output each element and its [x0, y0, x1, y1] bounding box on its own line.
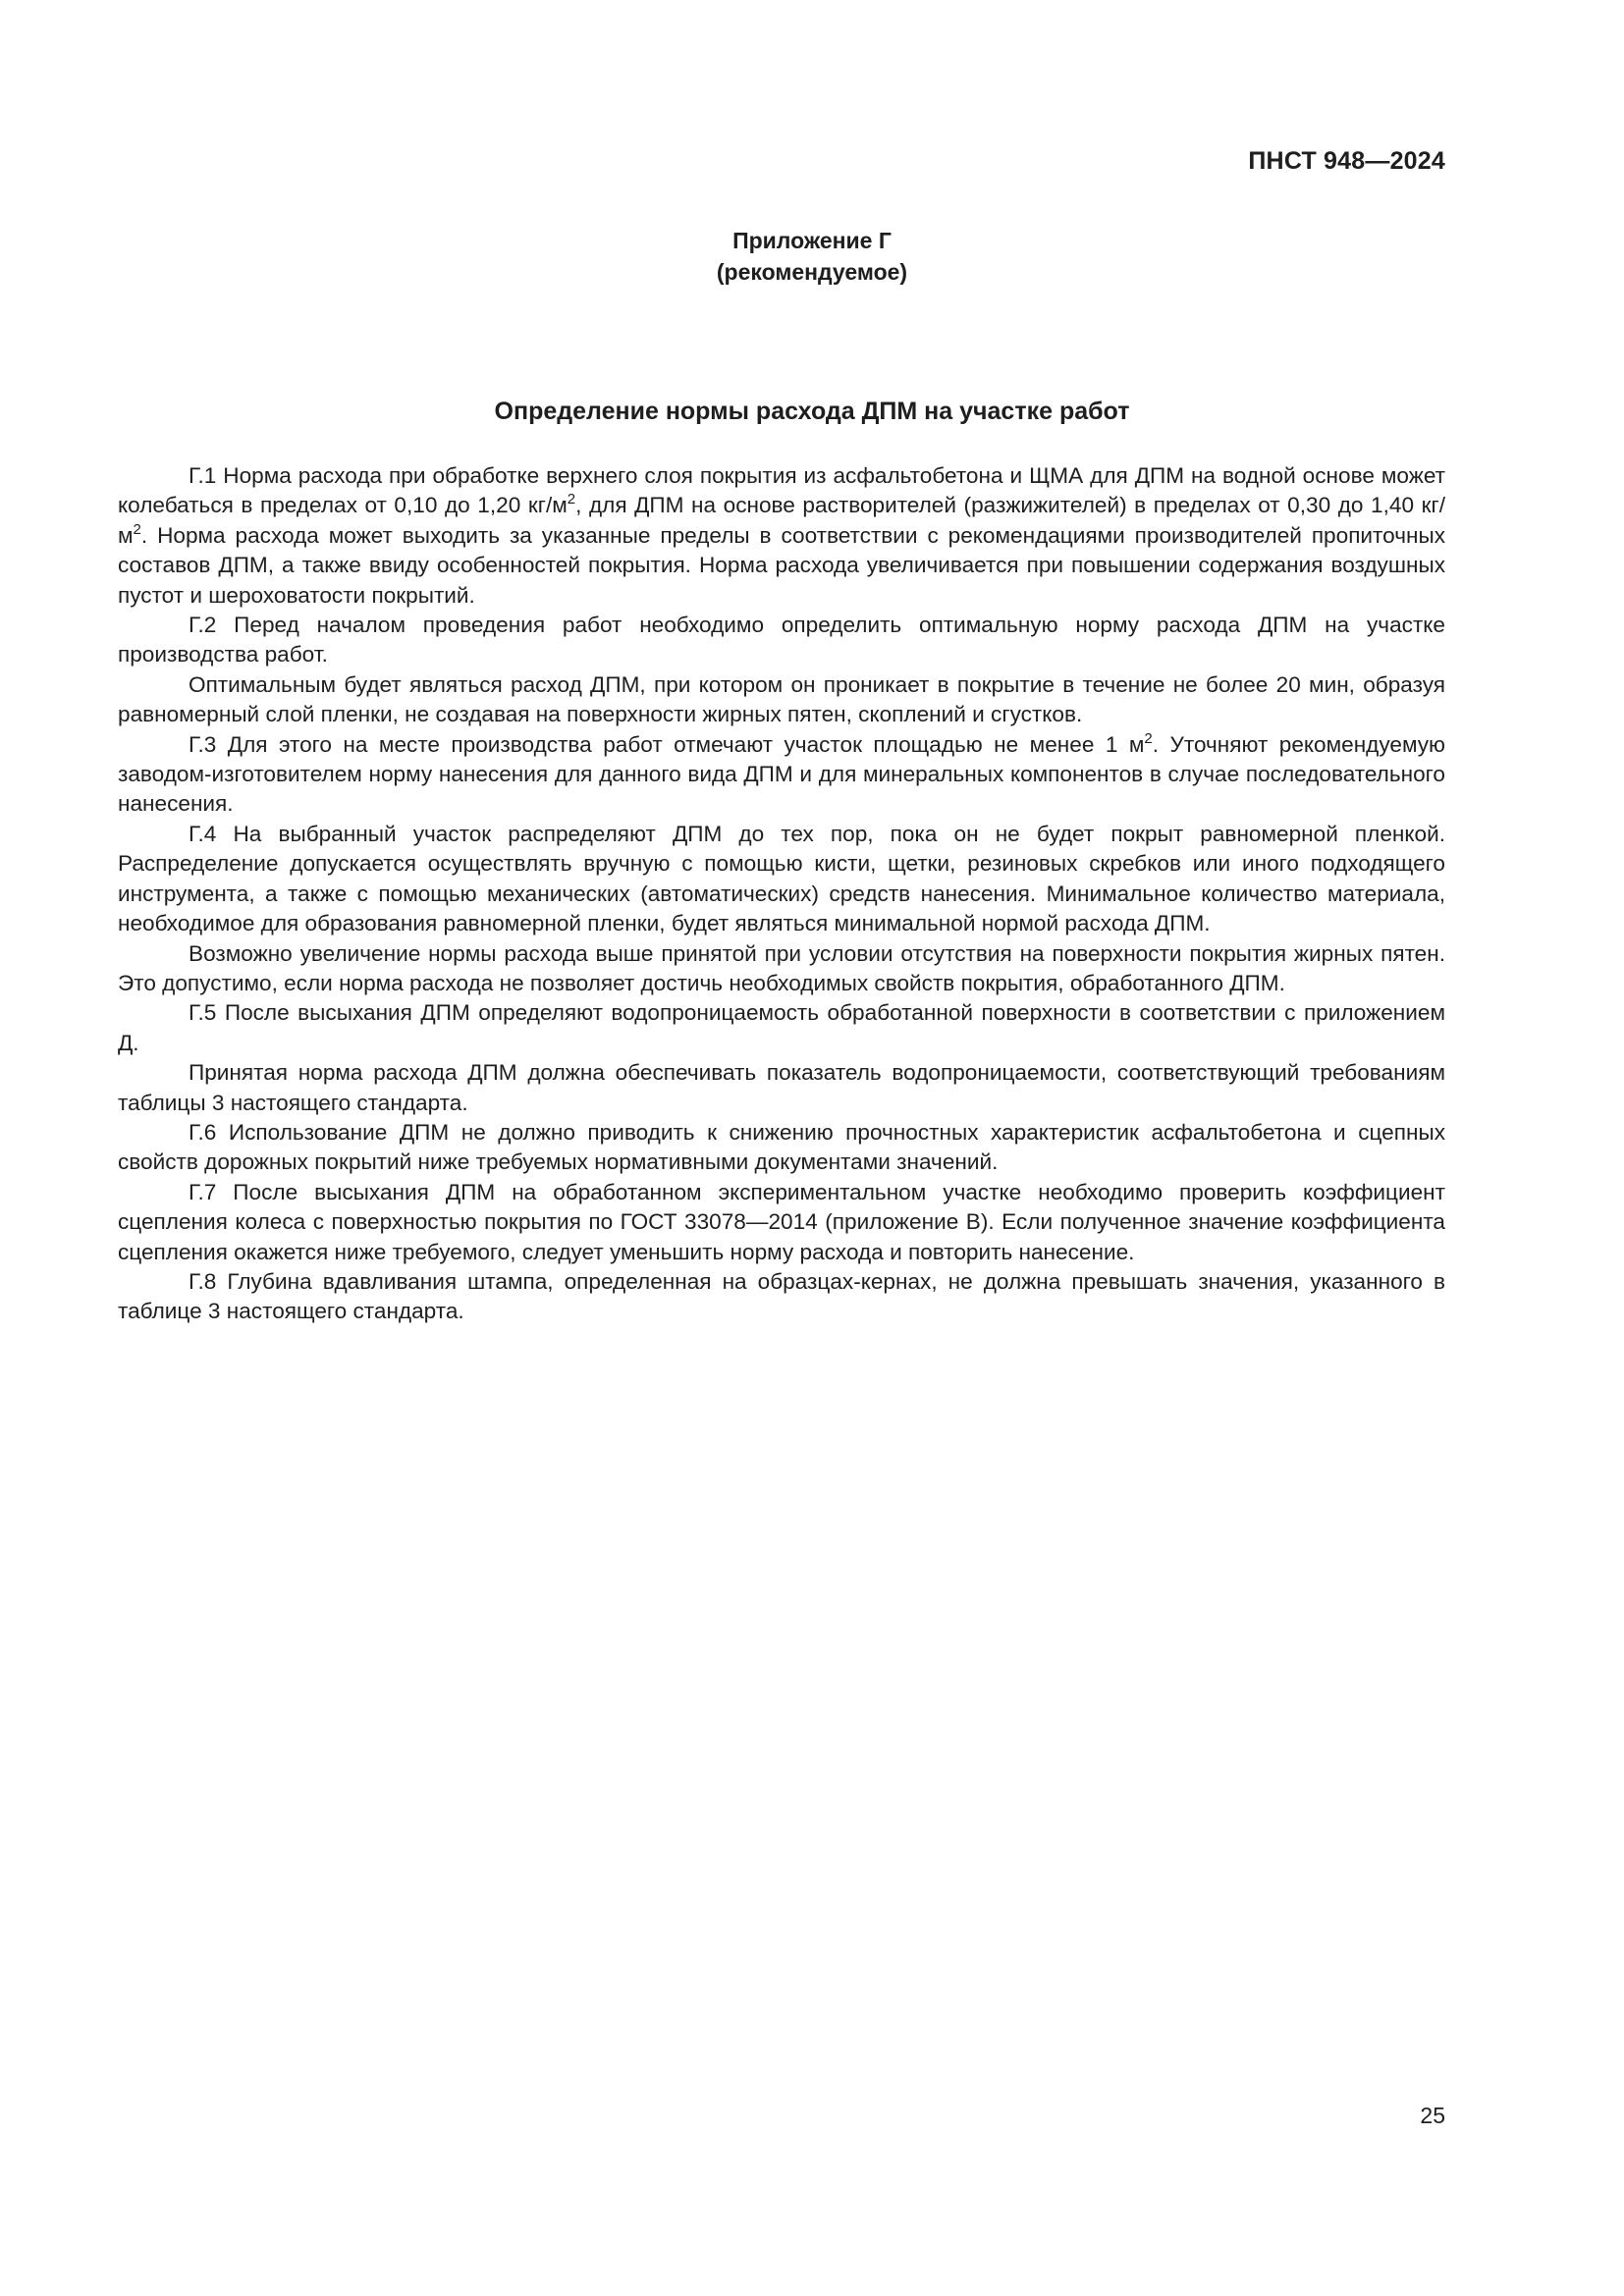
paragraph-g4: Г.4 На выбранный участок распределяют ДПМ до тех пор, пока он не будет покрыт равномерной пленкой. Распределение допускается осуществлять вручную с помощью кисти, щетки, резиновых скребков или иного подходящего инструмента, а также с помощью механических (автоматических) средств нанесения. Минимальное количество материала, необходимое для образования равномерной пленки, будет являться минимальной нормой расхода ДПМ. [118, 821, 1445, 936]
paragraph-g5: Г.5 После высыхания ДПМ определяют водопроницаемость обработанной поверхности в соответствии с приложением Д. [118, 1000, 1445, 1055]
appendix-status: (рекомендуемое) [716, 259, 908, 285]
document-code: ПНСТ 948—2024 [1248, 147, 1445, 175]
paragraph-g2: Г.2 Перед началом проведения работ необходимо определить оптимальную норму расхода ДПМ на участке производства работ. [118, 613, 1445, 667]
paragraph-g3: Г.3 Для этого на месте производства работ отмечают участок площадью не менее 1 $м^2$. Уточняют рекомендуемую заводом-изготовителем норму нанесения для данного вида ДПМ и для минеральных компонентов в случае последовательного нанесения. [118, 729, 1445, 817]
appendix-heading [0, 225, 1624, 288]
paragraph-g2-note: Оптимальным будет являться расход ДПМ, при котором он проникает в покрытие в течение не более 20 мин, образуя равномерный слой пленки, не создавая на поверхности жирных пятен, скоплений и сгустков. [118, 671, 1445, 727]
document-body [118, 461, 1445, 1327]
appendix-title: Приложение Г [732, 228, 892, 253]
section-title: Определение нормы расхода ДПМ на участке работ [494, 398, 1130, 425]
paragraph-g1: Г.1 Норма расхода при обработке верхнего слоя покрытия из асфальтобетона и ЩМА для ДПМ на водной основе может колебаться в пределах от 0,10 до 1,20 $кг/м^2$, для ДПМ на основе растворителей (разжижителей) в пределах от 0,30 до 1,40 $кг/м^2$. Норма расхода может выходить за указанные пределы в соответствии с рекомендациями производителей пропиточных составов ДПМ, а также ввиду особенностей покрытия. Норма расхода увеличивается при повышении содержания воздушных пустот и шероховатости покрытий. [118, 463, 1445, 608]
paragraph-g4-note: Возможно увеличение нормы расхода выше принятой при условии отсутствия на поверхности покрытия жирных пятен. Это допустимо, если норма расхода не позволяет достичь необходимых свойств покрытия, обработанного ДПМ. [118, 940, 1445, 995]
paragraph-g7: Г.7 После высыхания ДПМ на обработанном экспериментальном участке необходимо проверить коэффициент сцепления колеса с поверхностью покрытия по ГОСТ 33078—2014 (приложение В). Если полученное значение коэффициента сцепления окажется ниже требуемого, следует уменьшить норму расхода и повторить нанесение. [118, 1179, 1445, 1264]
paragraph-g8: Г.8 Глубина вдавливания штампа, определенная на образцах-кернах, не должна превышать значения, указанного в таблице 3 настоящего стандарта. [118, 1268, 1445, 1324]
paragraph-g6: Г.6 Использование ДПМ не должно приводить к снижению прочностных характеристик асфальтобетона и сцепных свойств дорожных покрытий ниже требуемых нормативными документами значений. [118, 1119, 1445, 1175]
paragraph-g5-note: Принятая норма расхода ДПМ должна обеспечивать показатель водопроницаемости, соответствующий требованиям таблицы 3 настоящего стандарта. [118, 1060, 1445, 1115]
page-number: 25 [1420, 2103, 1445, 2128]
